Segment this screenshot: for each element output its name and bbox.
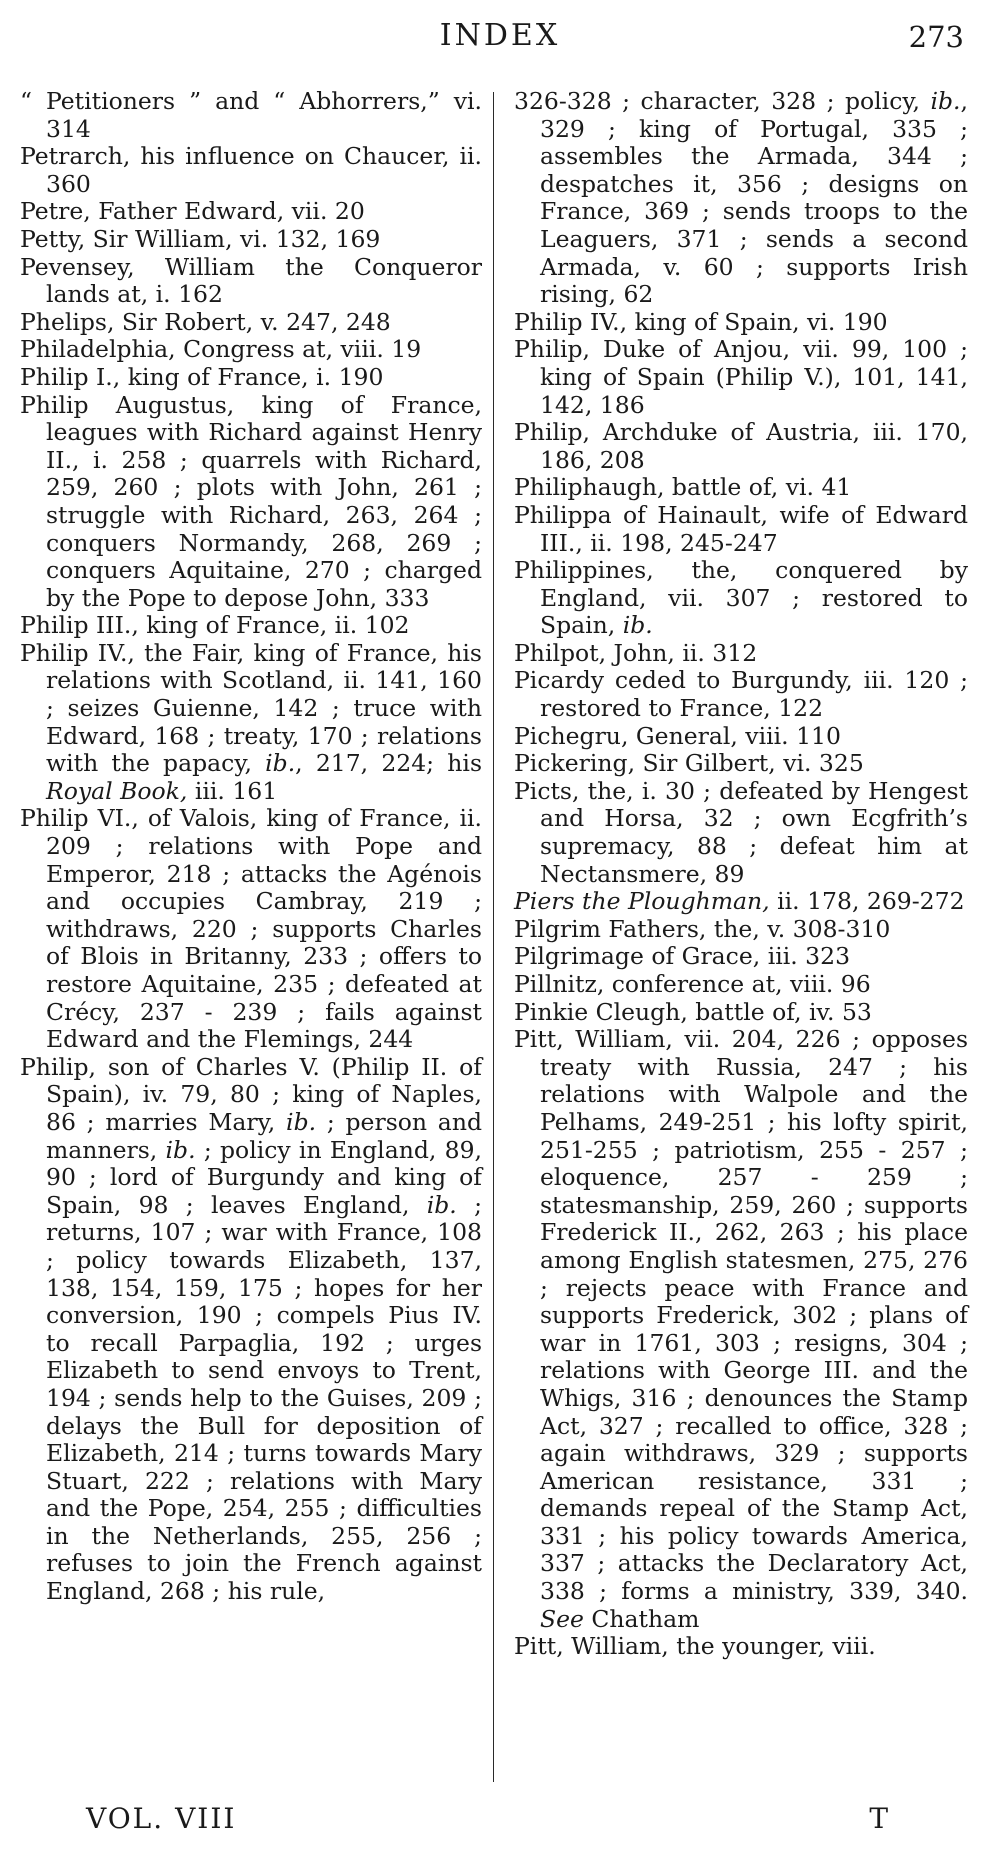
entry-text: Picts, the, i. 30 ; defeated by Hengest and Horsa, 32 ; own Ecgfrith’s supremacy, 88 ; defeat him at Nectansmere, 89: [514, 776, 968, 888]
index-entry: [514, 419, 968, 474]
index-entry: [514, 723, 968, 751]
entry-text: Petre, Father Edward, vii. 20: [20, 197, 365, 226]
italic-text: Royal Book,: [46, 776, 188, 805]
left-column: [20, 88, 482, 1606]
entry-text: Philip IV., the Fair, king of France, his relations with Scotland, ii. 141, 160 ; seizes Guienne, 142 ; truce with Edward, 168 ; treaty, 170 ; relations with the papacy,: [20, 638, 482, 778]
entry-text: Philippines, the, conquered by England, vii. 307 ; restored to Spain,: [514, 556, 968, 640]
signature-mark: T: [869, 1802, 888, 1835]
entry-text: Philip IV., king of Spain, vi. 190: [514, 307, 888, 336]
index-entry: [514, 1026, 968, 1633]
running-title: INDEX: [439, 18, 561, 53]
italic-text: Piers the Ploughman,: [514, 887, 770, 916]
entry-text: Chatham: [583, 1604, 700, 1633]
entry-text: Pinkie Cleugh, battle of, iv. 53: [514, 997, 872, 1026]
entry-text: Philip III., king of France, ii. 102: [20, 611, 410, 640]
entry-text: Philiphaugh, battle of, vi. 41: [514, 473, 852, 502]
index-entry: [20, 640, 482, 806]
index-entry: [20, 226, 482, 254]
entry-text: Philippa of Hainault, wife of Edward III., ii. 198, 245-247: [514, 500, 968, 557]
index-entry: [514, 667, 968, 722]
entry-text: ; policy in England, 89, 90 ; lord of Burgundy and king of Spain, 98 ; leaves England,: [46, 1135, 482, 1219]
entry-text: Pillnitz, conference at, viii. 96: [514, 970, 871, 998]
index-entry: [20, 88, 482, 143]
entry-text: Pilgrimage of Grace, iii. 323: [514, 942, 851, 971]
entry-text: Philip VI., of Valois, king of France, ii. 209 ; relations with Pope and Emperor, 218 ; attacks the Agénois and occupies Cambray, 219 ; withdraws, 220 ; supports Charles of Blois in Britanny, 233 ; offers to restore Aquitaine, 235 ; defeated at Crécy, 237 - 239 ; fails against Edward and the Flemings, 244: [20, 804, 482, 1054]
index-entry: [514, 943, 968, 971]
italic-text: ib.: [265, 749, 296, 778]
entry-text: , 217, 224; his: [295, 749, 482, 778]
page-number: 273: [908, 20, 964, 54]
index-entry: [20, 336, 482, 364]
index-entry: [514, 916, 968, 944]
italic-text: See: [540, 1604, 584, 1633]
italic-text: ib.: [622, 611, 653, 640]
volume-label: VOL. VIII: [86, 1802, 237, 1835]
column-divider: [493, 92, 494, 1782]
right-column: [514, 88, 968, 1661]
index-entry: [514, 88, 968, 309]
index-entry: [20, 309, 482, 337]
entry-text: Petty, Sir William, vi. 132, 169: [20, 224, 381, 253]
entry-text: 326-328 ; character, 328 ; policy,: [514, 87, 931, 115]
index-entry: [20, 612, 482, 640]
italic-text: ib.: [930, 87, 961, 115]
entry-text: ; returns, 107 ; war with France, 108 ; policy towards Elizabeth, 137, 138, 154, 159, 175 ; hopes for her conversion, 190 ; compels Pius IV. to recall Parpaglia, 192 ; urges Elizabeth to send envoys to Trent, 194 ; sends help to the Guises, 209 ; delays the Bull for deposition of Elizabeth, 214 ; turns towards Mary Stuart, 222 ; relations with Mary and the Pope, 254, 255 ; difficulties in the Netherlands, 255, 256 ; refuses to join the French against England, 268 ; his rule,: [46, 1190, 482, 1606]
index-entry: [20, 254, 482, 309]
index-entry: [514, 309, 968, 337]
entry-text: Pitt, William, the younger, viii.: [514, 1632, 876, 1661]
entry-text: ii. 178, 269-272: [769, 887, 965, 916]
index-entry: [20, 1054, 482, 1606]
index-entry: [514, 557, 968, 640]
entry-text: Petrarch, his influence on Chaucer, ii. 360: [20, 142, 482, 198]
index-entry: [514, 474, 968, 502]
entry-text: Philip Augustus, king of France, leagues with Richard against Henry II., i. 258 ; quarrels with Richard, 259, 260 ; plots with John, 261 ; struggle with Richard, 263, 264 ; conquers Normandy, 268, 269 ; conquers Aquitaine, 270 ; charged by the Pope to depose John, 333: [20, 390, 482, 612]
entry-text: Pichegru, General, viii. 110: [514, 721, 841, 750]
index-entry: [514, 971, 968, 999]
entry-text: Philpot, John, ii. 312: [514, 638, 758, 667]
entry-text: iii. 161: [187, 776, 278, 805]
index-entry: [514, 640, 968, 668]
entry-text: Pickering, Sir Gilbert, vi. 325: [514, 749, 864, 778]
entry-text: Philip, Archduke of Austria, iii. 170, 186, 208: [514, 418, 968, 474]
index-entry: [20, 805, 482, 1053]
entry-text: Phelips, Sir Robert, v. 247, 248: [20, 307, 391, 336]
index-entry: [514, 1633, 968, 1661]
index-entry: [514, 778, 968, 888]
entry-text: Pitt, William, vii. 204, 226 ; opposes treaty with Russia, 247 ; his relations with Walpole and the Pelhams, 249-251 ; his lofty spirit, 251-255 ; patriotism, 255 - 257 ; eloquence, 257 - 259 ; statesmanship, 259, 260 ; supports Frederick II., 262, 263 ; his place among English statesmen, 275, 276 ; rejects peace with France and supports Frederick, 302 ; plans of war in 1761, 303 ; resigns, 304 ; relations with George III. and the Whigs, 316 ; denounces the Stamp Act, 327 ; recalled to office, 328 ; again withdraws, 329 ; supports American resistance, 331 ; demands repeal of the Stamp Act, 331 ; his policy towards America, 337 ; attacks the Declaratory Act, 338 ; forms a ministry, 339, 340.: [514, 1025, 968, 1606]
italic-text: ib.: [286, 1107, 317, 1136]
entry-text: Pevensey, William the Conqueror lands at, i. 162: [20, 252, 482, 309]
entry-text: Philip, son of Charles V. (Philip II. of Spain), iv. 79, 80 ; king of Naples, 86 ; marries Mary,: [20, 1052, 482, 1136]
entry-text: , 329 ; king of Portugal, 335 ; assembles the Armada, 344 ; despatches it, 356 ; designs on France, 369 ; sends troops to the Leaguers, 371 ; sends a second Armada, v. 60 ; supports Irish rising, 62: [540, 87, 968, 309]
entry-text: Philip, Duke of Anjou, vii. 99, 100 ; king of Spain (Philip V.), 101, 141, 142, 186: [514, 335, 968, 419]
index-entry: [514, 336, 968, 419]
entry-text: ; person and manners,: [46, 1107, 482, 1164]
entry-text: Pilgrim Fathers, the, v. 308-310: [514, 914, 891, 943]
index-entry: [20, 364, 482, 392]
entry-text: Picardy ceded to Burgundy, iii. 120 ; restored to France, 122: [514, 666, 968, 723]
entry-text: Philip I., king of France, i. 190: [20, 362, 384, 391]
index-entry: [20, 198, 482, 226]
index-entry: [514, 502, 968, 557]
entry-text: “ Petitioners ” and “ Abhorrers,” vi. 314: [20, 87, 482, 143]
entry-text: Philadelphia, Congress at, viii. 19: [20, 335, 422, 364]
index-entry: [20, 392, 482, 613]
index-entry: [514, 888, 968, 916]
index-entry: [514, 750, 968, 778]
italic-text: ib.: [165, 1135, 196, 1164]
index-entry: [514, 999, 968, 1027]
index-entry: [20, 143, 482, 198]
italic-text: ib.: [426, 1190, 457, 1219]
